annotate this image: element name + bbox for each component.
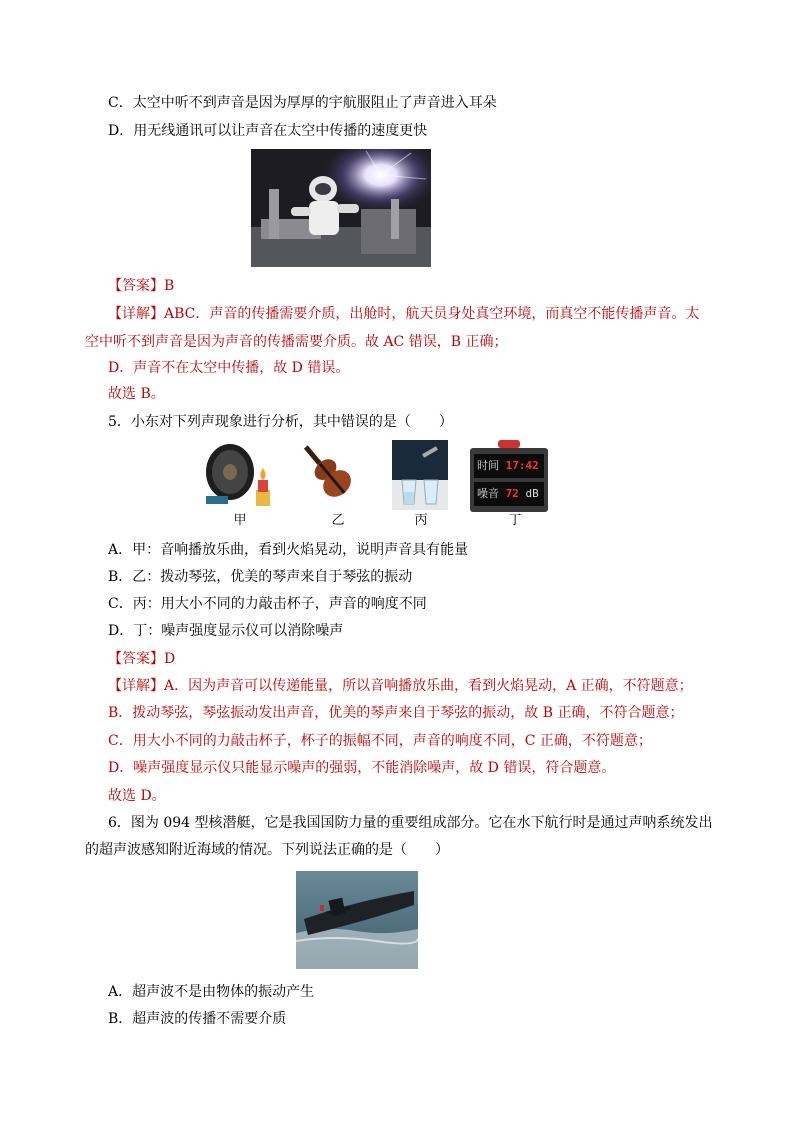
glasses-figure — [392, 440, 448, 510]
noise-meter-figure: 时间 17:42 噪音 72 dB — [470, 440, 548, 512]
q4-option-c: C．太空中听不到声音是因为厚厚的宇航服阻止了声音进入耳朵 — [108, 95, 497, 111]
submarine-photo — [296, 871, 418, 969]
q5-detail-d: D．噪声强度显示仪只能显示噪声的强弱，不能消除噪声，故 D 错误，符合题意。 — [108, 760, 616, 776]
detail-tag: 【详解】 — [108, 678, 164, 694]
speaker-candle-figure — [200, 440, 280, 510]
q4-detail-line1: 【详解】ABC．声音的传播需要介质，出舱时，航天员身处真空环境，而真空不能传播声音。太 — [108, 306, 700, 322]
astronaut-spacewalk-photo — [251, 149, 431, 267]
q4-answer — [108, 276, 174, 296]
noise-readout: 72 — [505, 487, 519, 500]
q5-option-c: C．丙：用大小不同的力敲击杯子，声音的响度不同 — [108, 596, 427, 612]
detail-tag: 【详解】 — [108, 306, 164, 322]
q5-detail-c: C．用大小不同的力敲击杯子，杯子的振幅不同，声音的响度不同，C 正确，不符题意； — [108, 733, 652, 749]
q5-detail-a: 【详解】A．因为声音可以传递能量，所以音响播放乐曲，看到火焰晃动，A 正确，不符题意； — [108, 678, 693, 694]
answer-value: D — [164, 651, 176, 667]
q6-stem-line1: 6．图为 094 型核潜艇，它是我国国防力量的重要组成部分。它在水下航行时是通过声呐系统发出 — [108, 815, 713, 831]
q5-stem: 5．小东对下列声现象进行分析，其中错误的是（ ） — [108, 414, 453, 430]
figure-caption-yi: 乙 — [331, 513, 345, 528]
answer-value: B — [164, 278, 175, 294]
answer-tag: 【答案】 — [108, 651, 164, 667]
time-readout: 17:42 — [505, 459, 539, 472]
q5-conclusion: 故选 D。 — [108, 788, 166, 804]
q6-option-b: B．超声波的传播不需要介质 — [108, 1011, 287, 1027]
q5-option-d: D．丁：噪声强度显示仪可以消除噪声 — [108, 623, 344, 639]
figure-caption-jia: 甲 — [233, 513, 247, 528]
q5-answer — [108, 649, 175, 669]
q6-option-a: A．超声波不是由物体的振动产生 — [108, 984, 315, 1000]
q5-option-b: B．乙：拨动琴弦，优美的琴声来自于琴弦的振动 — [108, 569, 413, 585]
violin-figure — [290, 440, 370, 510]
q5-option-a: A．甲：音响播放乐曲，看到火焰晃动，说明声音具有能量 — [108, 542, 469, 558]
q6-stem-line2: 的超声波感知附近海域的情况。下列说法正确的是（ ） — [85, 842, 449, 858]
q4-conclusion: 故选 B。 — [108, 386, 165, 402]
answer-tag: 【答案】 — [108, 278, 164, 294]
q4-detail-line2: 空中听不到声音是因为声音的传播需要介质。故 AC 错误，B 正确； — [85, 334, 508, 350]
figure-caption-ding: 丁 — [508, 513, 522, 528]
q4-option-d: D．用无线通讯可以让声音在太空中传播的速度更快 — [108, 123, 428, 139]
q4-detail-line3: D．声音不在太空中传播，故 D 错误。 — [108, 360, 350, 376]
q5-detail-b: B．拨动琴弦，琴弦振动发出声音，优美的琴声来自于琴弦的振动，故 B 正确，不符合题意； — [108, 705, 684, 721]
figure-caption-bing: 丙 — [414, 513, 428, 528]
alarm-light-icon — [498, 440, 520, 448]
